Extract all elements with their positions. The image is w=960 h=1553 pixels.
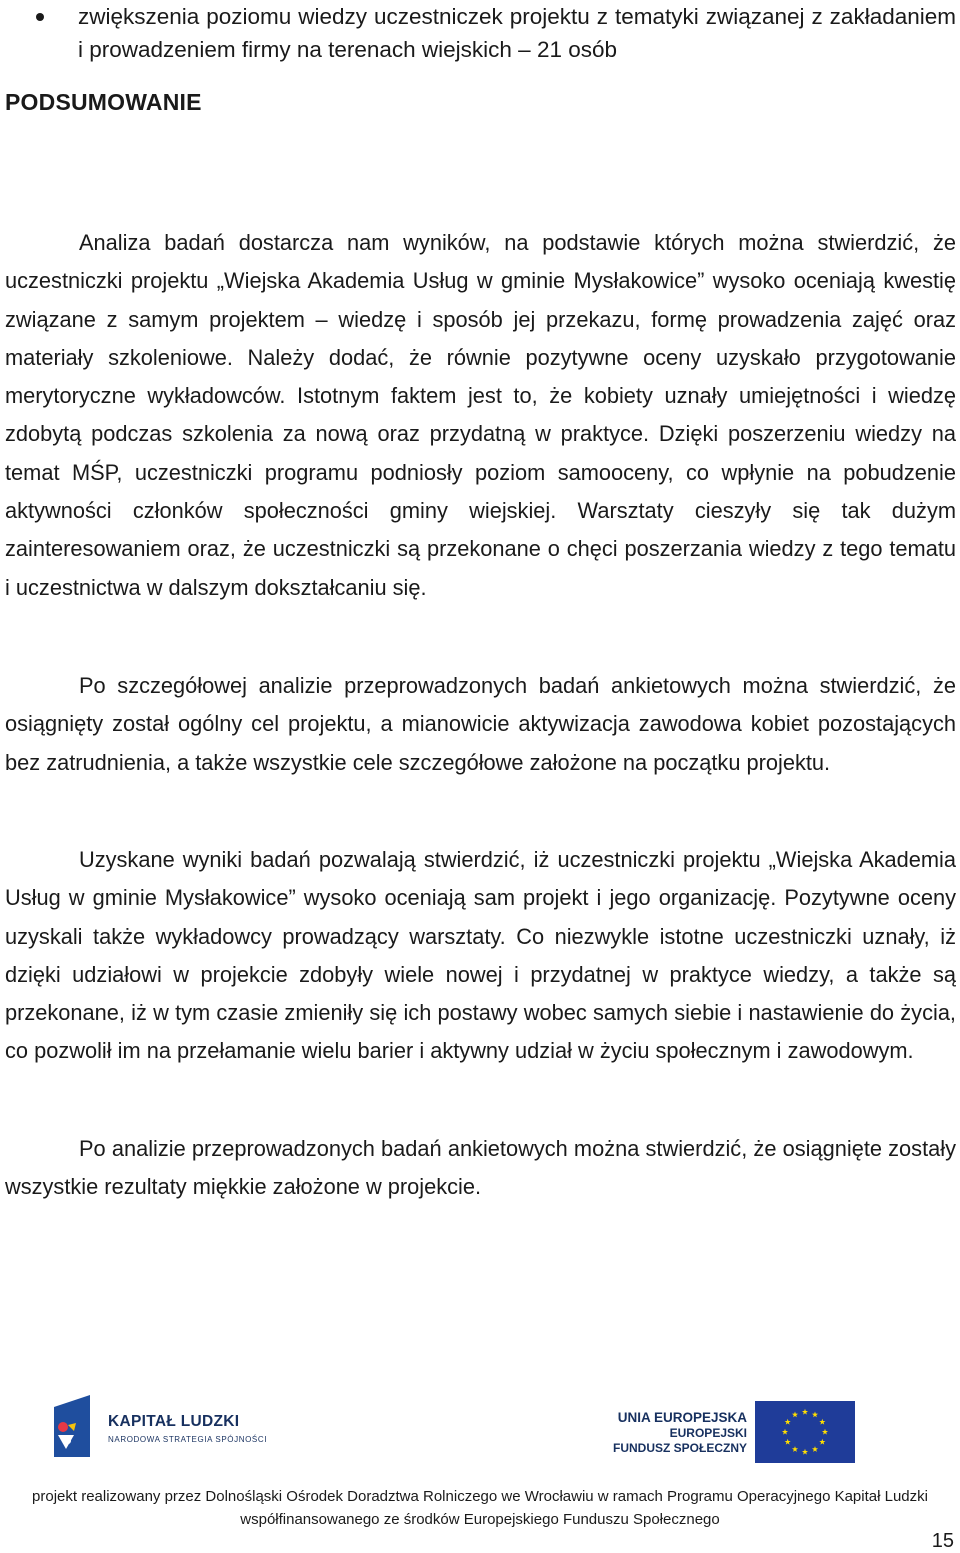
eu-line-3: FUNDUSZ SPOŁECZNY: [612, 1441, 747, 1455]
bullet-text: zwiększenia poziomu wiedzy uczestniczek projektu z tematyki związanej z zakładaniem i prowadzeniem firmy na terenach wiejskich – 21 osób: [78, 4, 956, 62]
footer-logos: [0, 1385, 960, 1475]
kapital-ludzki-subtitle: NARODOWA STRATEGIA SPÓJNOŚCI: [108, 1435, 268, 1444]
page-number: 15: [931, 1530, 954, 1552]
bullet-icon: [36, 13, 44, 21]
eu-fund-label: [612, 1409, 747, 1456]
eu-line-1: UNIA EUROPEJSKA: [617, 1410, 747, 1425]
footer-line-1: projekt realizowany przez Dolnośląski Ośrodek Doradztwa Rolniczego we Wrocławiu w ramach Programu Operacyjnego Kapitał Ludzki: [32, 1488, 928, 1505]
kapital-ludzki-name: KAPITAŁ LUDZKI: [108, 1413, 240, 1430]
eu-flag-icon: [755, 1401, 855, 1463]
paragraph-4: Po analizie przeprowadzonych badań ankietowych można stwierdzić, że osiągnięte zostały wszystkie rezultaty miękkie założone w projekcie.: [5, 1136, 956, 1200]
paragraph-1: Analiza badań dostarcza nam wyników, na podstawie których można stwierdzić, że uczestniczki projektu „Wiejska Akademia Usług w gminie Mysłakowice” wysoko oceniają kwestię związane z samym projektem – wiedzę i sposób jej przekazu, formę prowadzenia zajęć oraz materiały szkoleniowe. Należy dodać, że równie pozytywne oceny uzyskało przygotowanie merytoryczne wykładowców. Istotnym faktem jest to, że kobiety uznały umiejętności i wiedzę zdobytą podczas szkolenia za nową oraz przydatną w praktyce. Dzięki poszerzeniu wiedzy na temat MŚP, uczestniczki programu podniosły poziom samooceny, co wpłynie na pobudzenie aktywności członków społeczności gminy wiejskiej. Warsztaty cieszyły się tak dużym zainteresowaniem oraz, że uczestniczki są przekonane o chęci poszerzania wiedzy z tego tematu i uczestnictwa w dalszym dokształcaniu się.: [5, 230, 956, 600]
section-heading: PODSUMOWANIE: [5, 89, 202, 115]
footer-line-2: współfinansowanego ze środków Europejskiego Funduszu Społecznego: [240, 1511, 720, 1528]
eu-line-2: EUROPEJSKI: [669, 1426, 747, 1440]
paragraph-2: Po szczegółowej analizie przeprowadzonych badań ankietowych można stwierdzić, że osiągnięty został ogólny cel projektu, a mianowicie aktywizacja zawodowa kobiet pozostających bez zatrudnienia, a także wszystkie cele szczegółowe założone na początku projektu.: [5, 673, 956, 775]
paragraph-3: Uzyskane wyniki badań pozwalają stwierdzić, iż uczestniczki projektu „Wiejska Akademia Usług w gminie Mysłakowice” wysoko oceniają sam projekt i jego organizację. Pozytywne oceny uzyskali także wykładowcy prowadzący warsztaty. Co niezwykle istotne uczestniczki uznały, iż dzięki udziałowi w projekcie zdobyły wiele nowej i przydatnej w praktyce wiedzy, a także są przekonane, iż w tym czasie zmieniły się ich postawy wobec samych siebie i nastawienie do życia, co pozwolił im na przełamanie wielu barier i aktywny udział w życiu społecznym i zawodowym.: [5, 847, 956, 1064]
bullet-list-item: [36, 0, 956, 66]
kapital-ludzki-logo-icon: [54, 1395, 94, 1457]
